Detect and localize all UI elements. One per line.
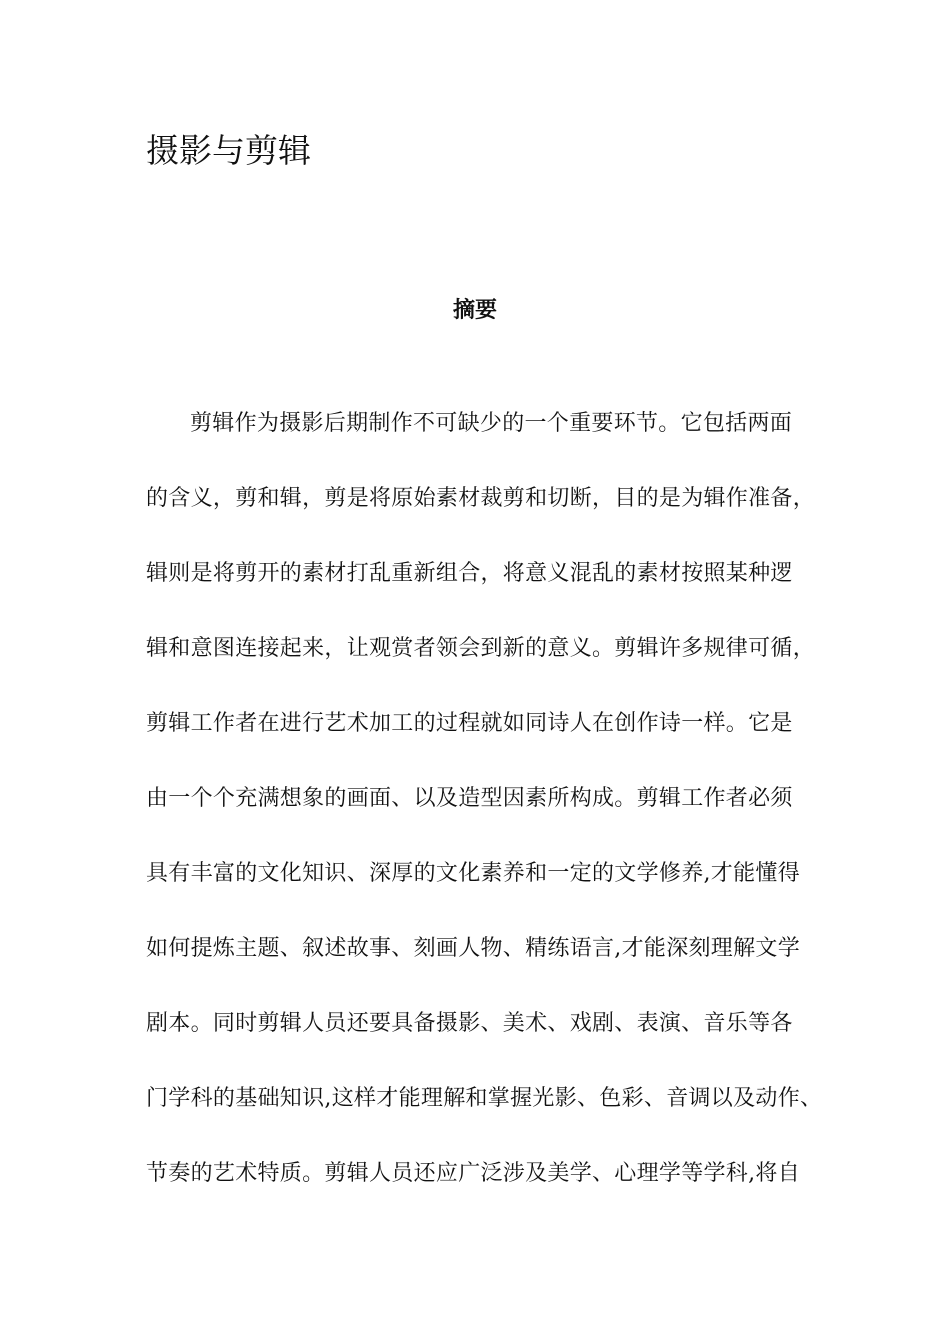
abstract-line: 剪辑作为摄影后期制作不可缺少的一个重要环节。它包括两面 [190, 411, 793, 436]
abstract-line: 由一个个充满想象的画面、以及造型因素所构成。剪辑工作者必须 [146, 786, 793, 811]
abstract-heading: 摘要 [452, 298, 497, 323]
abstract-body [146, 405, 836, 1230]
abstract-line: 辑则是将剪开的素材打乱重新组合，将意义混乱的素材按照某种逻 [146, 561, 793, 586]
abstract-line: 节奏的艺术特质。剪辑人员还应广泛涉及美学、心理学等学科,将自 [146, 1161, 800, 1186]
abstract-line: 剧本。同时剪辑人员还要具备摄影、美术、戏剧、表演、音乐等各 [146, 1011, 793, 1036]
abstract-line: 辑和意图连接起来，让观赏者领会到新的意义。剪辑许多规律可循， [146, 636, 816, 661]
abstract-line: 门学科的基础知识,这样才能理解和掌握光影、色彩、音调以及动作、 [146, 1086, 823, 1111]
abstract-line: 剪辑工作者在进行艺术加工的过程就如同诗人在创作诗一样。它是 [146, 711, 793, 736]
abstract-line: 如何提炼主题、叙述故事、刻画人物、精练语言,才能深刻理解文学 [146, 936, 800, 961]
abstract-line: 具有丰富的文化知识、深厚的文化素养和一定的文学修养,才能懂得 [146, 861, 800, 886]
document-title: 摄影与剪辑 [146, 131, 311, 170]
abstract-line: 的含义，剪和辑，剪是将原始素材裁剪和切断，目的是为辑作准备， [146, 486, 816, 511]
